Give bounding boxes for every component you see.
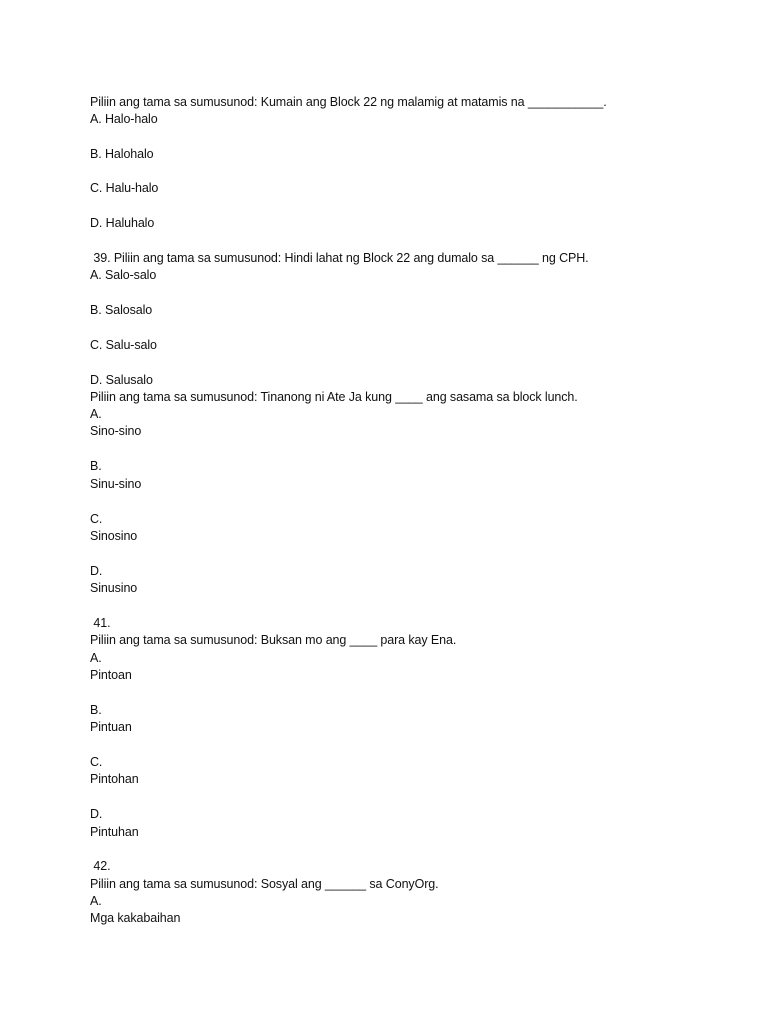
question-39-prompt: 39. Piliin ang tama sa sumusunod: Hindi lahat ng Block 22 ang dumalo sa ______ ng CPH. xyxy=(90,251,589,265)
question-40-choice-c: Sinosino xyxy=(90,529,138,543)
question-41-label-b: B. xyxy=(90,703,102,717)
question-42-label-a: A. xyxy=(90,894,102,908)
question-41-label-c: C. xyxy=(90,755,103,769)
question-41-label-d: D. xyxy=(90,807,103,821)
question-40-label-b: B. xyxy=(90,459,102,473)
question-41-choice-a: Pintoan xyxy=(90,668,132,682)
question-41-prompt: Piliin ang tama sa sumusunod: Buksan mo ang ____ para kay Ena. xyxy=(90,633,457,647)
question-41-choice-c: Pintohan xyxy=(90,772,139,786)
question-40-choice-b: Sinu-sino xyxy=(90,477,142,491)
question-38-prompt: Piliin ang tama sa sumusunod: Kumain ang Block 22 ng malamig at matamis na ___________. xyxy=(90,95,607,109)
question-40-prompt: Piliin ang tama sa sumusunod: Tinanong ni Ate Ja kung ____ ang sasama sa block lunch. xyxy=(90,390,578,404)
question-38-choice-d: D. Haluhalo xyxy=(90,216,155,230)
question-40-choice-d: Sinusino xyxy=(90,581,138,595)
question-38-choice-c: C. Halu-halo xyxy=(90,181,159,195)
question-38-choice-b: B. Halohalo xyxy=(90,147,154,161)
question-42-prompt: Piliin ang tama sa sumusunod: Sosyal ang ______ sa ConyOrg. xyxy=(90,877,439,891)
question-41-label-a: A. xyxy=(90,651,102,665)
question-39-choice-d: D. Salusalo xyxy=(90,373,153,387)
question-39-choice-c: C. Salu-salo xyxy=(90,338,157,352)
question-42-choice-a: Mga kakabaihan xyxy=(90,911,181,925)
question-39-choice-b: B. Salosalo xyxy=(90,303,153,317)
question-41-number: 41. xyxy=(90,616,111,630)
question-38-choice-a: A. Halo-halo xyxy=(90,112,158,126)
question-41-choice-d: Pintuhan xyxy=(90,825,139,839)
question-41-choice-b: Pintuan xyxy=(90,720,132,734)
question-40-label-a: A. xyxy=(90,407,102,421)
question-42-number: 42. xyxy=(90,859,111,873)
question-40-choice-a: Sino-sino xyxy=(90,424,142,438)
question-39-choice-a: A. Salo-salo xyxy=(90,268,157,282)
question-40-label-d: D. xyxy=(90,564,103,578)
question-40-label-c: C. xyxy=(90,512,103,526)
